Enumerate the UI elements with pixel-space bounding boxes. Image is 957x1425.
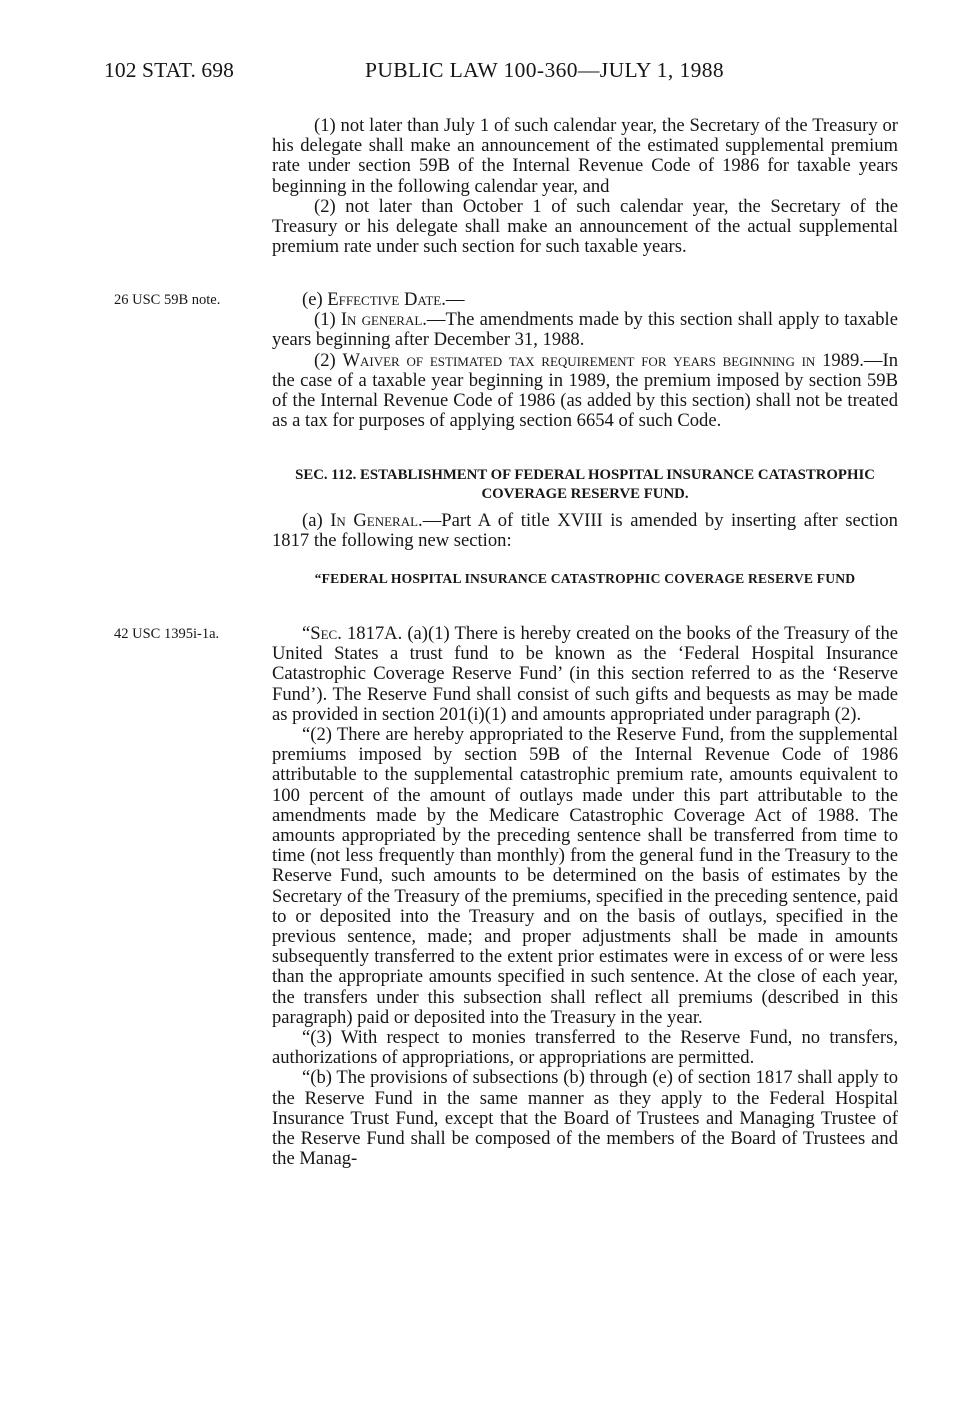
s1817a-sec-label: Sec <box>310 623 338 644</box>
text-block-1 <box>272 116 898 257</box>
section-112-heading: SEC. 112. ESTABLISHMENT OF FEDERAL HOSPITAL INSURANCE CATASTROPHIC COVERAGE RESERVE FUND. <box>295 467 875 502</box>
e2-text: .—In the case of a taxable year beginning in 1989, the premium imposed by section 59B of the Internal Revenue Code of 1986 (as added by this section) shall not be treated as a tax for purposes of applying section 6654 of such Code. <box>272 349 898 432</box>
margin-note-26-usc: 26 USC 59B note. <box>114 292 221 308</box>
e1-heading: In general <box>340 309 423 331</box>
section-1817a-paragraph-b: “(b) The provisions of subsections (b) through (e) of section 1817 shall apply to the Reserve Fund in the same manner as they apply to the Federal Hospital Insurance Trust Fund, except that the Board of Trustees and Managing Trustee of the Reserve Fund shall be composed of the members of the Board of Trustees and the Manag- <box>272 1067 898 1170</box>
section-1817a-paragraph-a2: “(2) There are hereby appropriated to the Reserve Fund, from the supplemental premiums imposed by section 59B of the Internal Revenue Code of 1986 attributable to the supplemental catastrophic premium rate, amounts equivalent to 100 percent of the amount of outlays made under this part attributable to the amendments made by the Medicare Catastrophic Coverage Act of 1988. The amounts appropriated by the preceding sentence shall be transferred from time to time (not less frequently than monthly) from the general fund in the Treasury to the Reserve Fund, such amounts to be determined on the basis of estimates by the Secretary of the Treasury of the premiums, specified in the preceding sentence, paid to or deposited into the Treasury and on the basis of outlays, specified in the previous sentence, made; and proper adjustments shall be made in amounts subsequently transferred to the extent prior estimates were in excess of or were less than the appropriate amounts specified in such sentence. At the close of each year, the transfers under this subsection shall reflect all premiums (described in this paragraph) paid or deposited into the Treasury in the year. <box>272 724 898 1028</box>
effective-date-heading: Effective Date <box>327 289 442 310</box>
text-block-3 <box>272 511 898 551</box>
paragraph-2: (2) not later than October 1 of such calendar year, the Secretary of the Treasury or his delegate shall make an announcement of the actual supplemental premium rate under such section for such taxable years. <box>272 195 898 258</box>
e1-number: (1) <box>314 309 341 331</box>
stat-page-number: 102 STAT. 698 <box>104 58 234 82</box>
paragraph-e1 <box>272 310 898 350</box>
paragraph-1: (1) not later than July 1 of such calendar year, the Secretary of the Treasury or his delegate shall make an announcement of the estimated supplemental premium rate under section 59B of the Internal Revenue Code of 1986 for taxable years beginning in the following calendar year, and <box>272 115 898 197</box>
subsection-a-heading: In General <box>330 510 419 531</box>
paragraph-e2 <box>272 351 898 432</box>
subsection-a-label: (a) <box>302 510 331 531</box>
s1817a-text: . 1817A. (a)(1) There is hereby created on the books of the Treasury of the United States a trust fund to be known as the ‘Federal Hospital Insurance Catastrophic Coverage Reserve Fund’ (in this section referred to as the ‘Reserve Fund’). The Reserve Fund shall consist of such gifts and bequests as may be made as provided in section 201(i)(1) and amounts appropriated under paragraph (2). <box>272 623 898 725</box>
section-1817a-paragraph-a3: “(3) With respect to monies transferred to the Reserve Fund, no transfers, authorizations of appropriations, or appropriations are permitted. <box>272 1027 898 1069</box>
subsection-e-label: (e) <box>302 289 328 310</box>
subsection-e-heading <box>272 290 898 310</box>
text-block-4 <box>272 624 898 1169</box>
e1-text: .—The amendments made by this section shall apply to taxable years beginning after December 31, 1988. <box>272 309 898 351</box>
e2-heading: Waiver of estimated tax requirement for years beginning in 1989 <box>342 349 860 371</box>
section-1817a-paragraph-a1 <box>272 624 898 725</box>
text-block-2 <box>272 290 898 431</box>
e2-number: (2) <box>314 349 343 371</box>
subsection-a-text: .—Part A of title XVIII is amended by inserting after section 1817 the following new section: <box>272 510 898 552</box>
subsection-a <box>272 511 898 551</box>
s1817a-quote: “ <box>302 623 311 644</box>
running-title: PUBLIC LAW 100-360—JULY 1, 1988 <box>365 58 725 82</box>
margin-note-42-usc: 42 USC 1395i-1a. <box>114 626 220 642</box>
subsection-e-dash: .— <box>441 289 465 310</box>
new-section-heading: “FEDERAL HOSPITAL INSURANCE CATASTROPHIC COVERAGE RESERVE FUND <box>314 571 856 586</box>
page-header <box>0 58 957 90</box>
